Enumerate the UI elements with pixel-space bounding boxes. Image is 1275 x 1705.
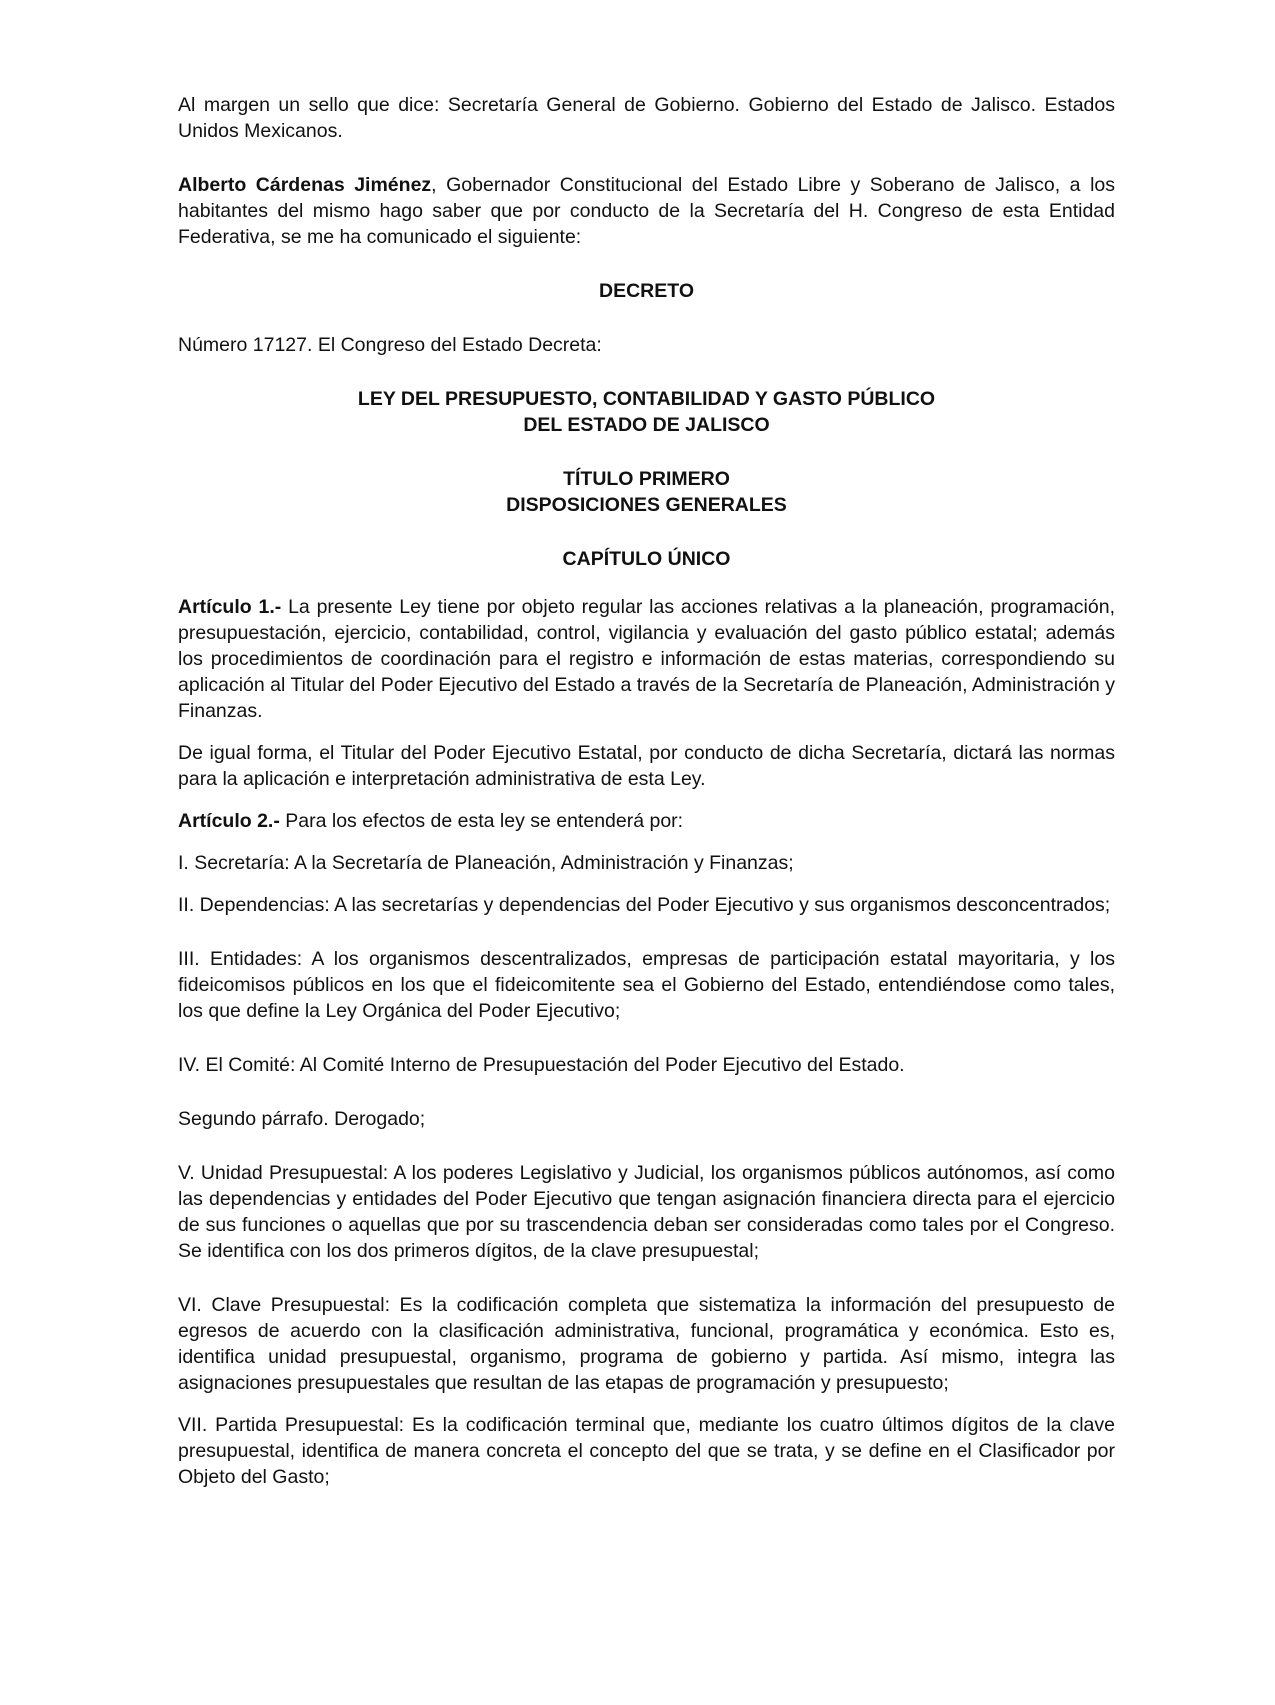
title-heading-line-2: DISPOSICIONES GENERALES xyxy=(506,494,787,516)
item-v: V. Unidad Presupuestal: A los poderes Legislativo y Judicial, los organismos públicos autónomos, así como las dependencias y entidades del Poder Ejecutivo que tengan asignación financiera directa para el ejercicio de sus funciones o aquellas que por su trascendencia deban ser consideradas como tales por el Congreso. Se identifica con los dos primeros dígitos, de la clave presupuestal; xyxy=(178,1162,1115,1262)
decree-heading: DECRETO xyxy=(599,280,694,302)
article-2-text: Para los efectos de esta ley se entenderá por: xyxy=(279,810,684,832)
law-title-line-2: DEL ESTADO DE JALISCO xyxy=(523,414,770,436)
governor-name: Alberto Cárdenas Jiménez xyxy=(178,174,432,196)
law-title-line-1: LEY DEL PRESUPUESTO, CONTABILIDAD Y GASTO PÚBLICO xyxy=(357,388,936,410)
item-ii: II. Dependencias: A las secretarías y dependencias del Poder Ejecutivo y sus organismos desconcentrados; xyxy=(178,894,1111,916)
second-paragraph-derogated: Segundo párrafo. Derogado; xyxy=(178,1108,426,1130)
article-2 xyxy=(178,808,1115,834)
chapter-heading: CAPÍTULO ÚNICO xyxy=(562,548,731,570)
governor-paragraph xyxy=(178,172,1115,250)
governor-text: , Gobernador Constitucional del Estado Libre y Soberano de Jalisco, a los habitantes del mismo hago saber que por conducto de la Secretaría del H. Congreso de esta Entidad Federativa, se me ha comunicado el siguiente: xyxy=(178,174,1115,248)
article-1 xyxy=(178,594,1115,724)
decree-number: Número 17127. El Congreso del Estado Decreta: xyxy=(178,334,602,356)
item-vii: VII. Partida Presupuestal: Es la codificación terminal que, mediante los cuatro últimos dígitos de la clave presupuestal, identifica de manera concreta el concepto del que se trata, y se define en el Clasificador por Objeto del Gasto; xyxy=(178,1414,1115,1488)
article-1-text: La presente Ley tiene por objeto regular las acciones relativas a la planeación, programación, presupuestación, ejercicio, contabilidad, control, vigilancia y evaluación del gasto público estatal; además los procedimientos de coordinación para el registro e información de estas materias, correspondiendo su aplicación al Titular del Poder Ejecutivo del Estado a través de la Secretaría de Planeación, Administración y Finanzas. xyxy=(178,596,1116,722)
article-1-label: Artículo 1.- xyxy=(178,596,282,618)
article-1-paragraph-2: De igual forma, el Titular del Poder Ejecutivo Estatal, por conducto de dicha Secretaría, dictará las normas para la aplicación e interpretación administrativa de esta Ley. xyxy=(178,742,1115,790)
item-iii: III. Entidades: A los organismos descentralizados, empresas de participación estatal mayoritaria, y los fideicomisos públicos en los que el fideicomitente sea el Gobierno del Estado, entendiéndose como tales, los que define la Ley Orgánica del Poder Ejecutivo; xyxy=(178,948,1115,1022)
article-2-label: Artículo 2.- xyxy=(178,810,280,832)
item-i: I. Secretaría: A la Secretaría de Planeación, Administración y Finanzas; xyxy=(178,852,794,874)
item-iv: IV. El Comité: Al Comité Interno de Presupuestación del Poder Ejecutivo del Estado. xyxy=(178,1054,905,1076)
title-heading-line-1: TÍTULO PRIMERO xyxy=(563,468,730,490)
item-vi: VI. Clave Presupuestal: Es la codificación completa que sistematiza la información del presupuesto de egresos de acuerdo con la clasificación administrativa, funcional, programática y económica. Esto es, identifica unidad presupuestal, organismo, programa de gobierno y partida. Así mismo, integra las asignaciones presupuestales que resultan de las etapas de programación y presupuesto; xyxy=(178,1294,1115,1394)
seal-note: Al margen un sello que dice: Secretaría General de Gobierno. Gobierno del Estado de Jalisco. Estados Unidos Mexicanos. xyxy=(178,94,1115,142)
